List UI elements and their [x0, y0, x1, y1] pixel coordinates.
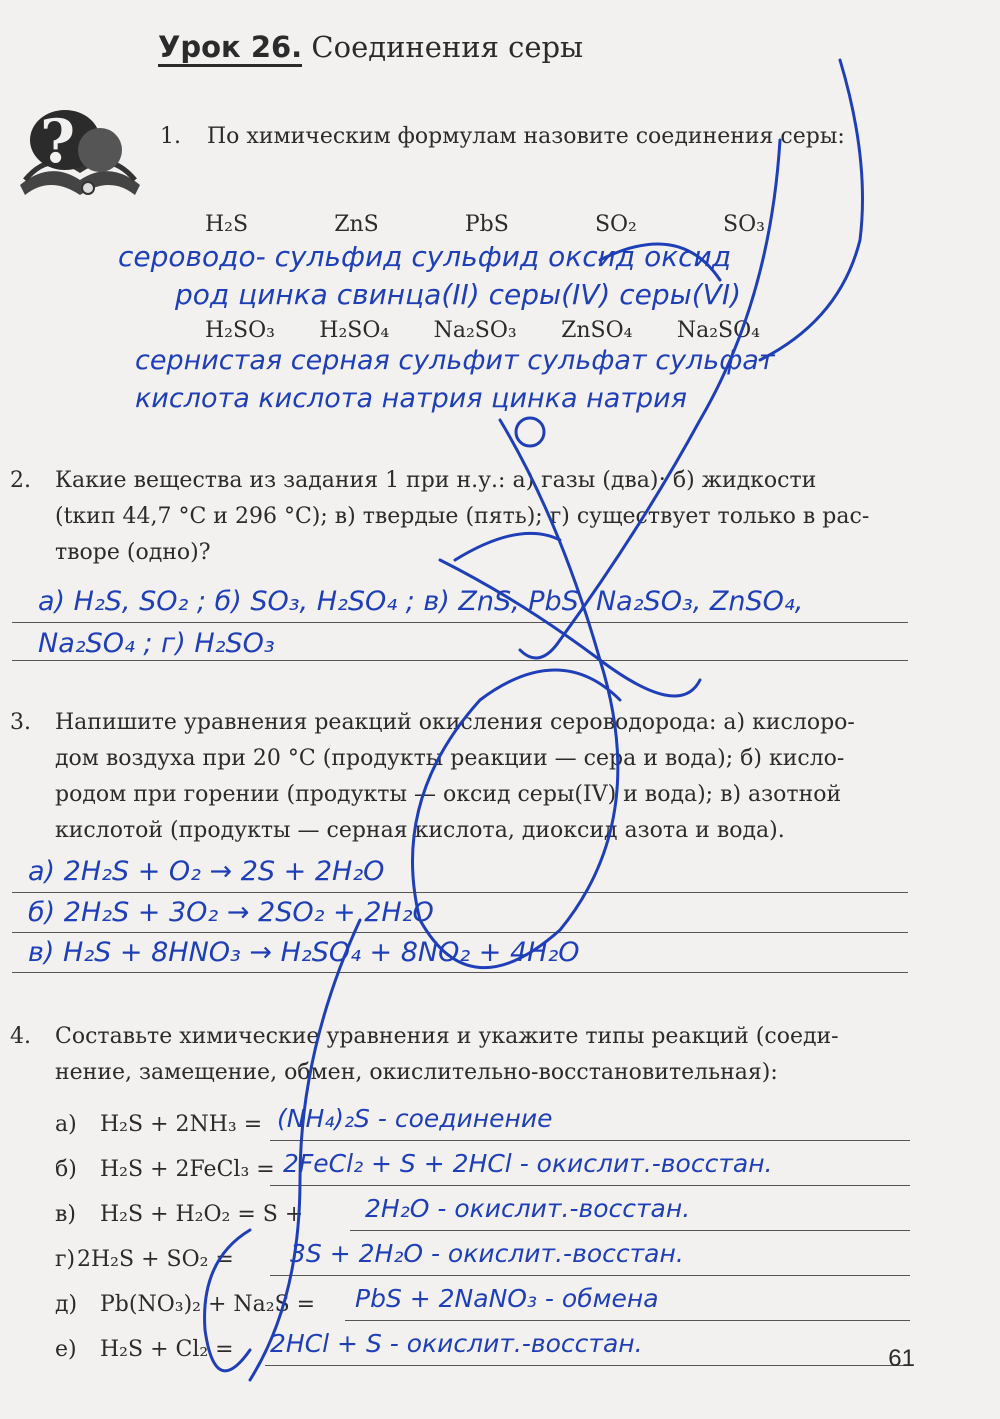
- task2-line3: творе (одно)?: [55, 540, 211, 565]
- item-label: д): [55, 1292, 78, 1317]
- item-printed: H₂S + Cl₂ =: [100, 1337, 234, 1362]
- task1-text: По химическим формулам назовите соединения серы:: [207, 124, 845, 149]
- item-label: в): [55, 1202, 76, 1227]
- task2-line1: Какие вещества из задания 1 при н.у.: а) газы (два); б) жидкости: [55, 468, 817, 493]
- item-printed: H₂S + 2FeCl₃ =: [100, 1157, 275, 1182]
- task3-number: 3.: [10, 710, 31, 735]
- item-answer: PbS + 2NaNO₃ - обмена: [355, 1284, 659, 1313]
- formula-h2so3: H₂SO₃: [205, 318, 275, 343]
- item-answer: (NH₄)₂S - соединение: [277, 1104, 553, 1133]
- answer-line: [350, 1230, 910, 1231]
- formula-na2so4: Na₂SO₄: [676, 318, 760, 343]
- svg-text:?: ?: [40, 107, 76, 177]
- item-answer: 2FeCl₂ + S + 2HCl - окислит.-восстан.: [283, 1149, 773, 1178]
- formula-zns: ZnS: [334, 212, 379, 237]
- answer-line: [345, 1320, 910, 1321]
- task4-item: [55, 1329, 910, 1378]
- task2-answer2: Na₂SO₄ ; г) H₂SO₃: [38, 628, 275, 659]
- answer-line: [12, 972, 908, 973]
- task3-line1: Напишите уравнения реакций окисления сероводорода: а) кислоро-: [55, 710, 855, 735]
- task1-row2-formulas: [205, 318, 760, 343]
- task3-answer-a: а) 2H₂S + O₂ → 2S + 2H₂O: [28, 856, 385, 887]
- item-answer: 2H₂O - окислит.-восстан.: [365, 1194, 691, 1223]
- lesson-topic: Соединения серы: [311, 30, 584, 64]
- item-answer: 2HCl + S - окислит.-восстан.: [270, 1329, 643, 1358]
- task3-line3: родом при горении (продукты — оксид серы(IV) и вода); в) азотной: [55, 782, 842, 807]
- item-printed: 2H₂S + SO₂ =: [77, 1247, 234, 1272]
- answer-line: [12, 660, 908, 661]
- formula-pbs: PbS: [464, 212, 509, 237]
- item-label: г): [55, 1247, 76, 1272]
- question-book-icon: [10, 100, 145, 210]
- task4-items: [55, 1104, 910, 1378]
- task4-item: [55, 1284, 910, 1333]
- formula-so3: SO₃: [723, 212, 765, 237]
- task3-answer-c: в) H₂S + 8HNO₃ → H₂SO₄ + 8NO₂ + 4H₂O: [28, 937, 580, 968]
- task3-answer-b: б) 2H₂S + 3O₂ → 2SO₂ + 2H₂O: [28, 897, 434, 928]
- answer-line: [12, 932, 908, 933]
- item-printed: H₂S + 2NH₃ =: [100, 1112, 263, 1137]
- task1-row2-answer-line2: кислота кислота натрия цинка натрия: [135, 383, 687, 414]
- task4-item: [55, 1149, 910, 1198]
- task4-item: [55, 1194, 910, 1243]
- task3-line2: дом воздуха при 20 °C (продукты реакции — сера и вода); б) кисло-: [55, 746, 845, 771]
- task4-line1: Составьте химические уравнения и укажите типы реакций (соеди-: [55, 1024, 839, 1049]
- formula-so2: SO₂: [594, 212, 637, 237]
- task1-row1-formulas: [205, 212, 765, 237]
- formula-na2so3: Na₂SO₃: [433, 318, 517, 343]
- task2-line2: (tкип 44,7 °C и 296 °C); в) твердые (пять); г) существует только в рас-: [55, 504, 870, 529]
- lesson-number: Урок 26.: [158, 30, 302, 67]
- page-number: 61: [888, 1345, 915, 1372]
- formula-h2s: H₂S: [205, 212, 249, 237]
- item-printed: H₂S + H₂O₂ = S +: [100, 1202, 304, 1227]
- item-label: б): [55, 1157, 77, 1182]
- task1-row2-answer-line1: сернистая серная сульфит сульфат сульфат: [135, 345, 775, 376]
- answer-line: [270, 1140, 910, 1141]
- answer-line: [270, 1275, 910, 1276]
- task4-item: [55, 1104, 910, 1153]
- page-title: [158, 30, 583, 64]
- answer-line: [265, 1365, 910, 1366]
- task3-line4: кислотой (продукты — серная кислота, диоксид азота и вода).: [55, 818, 785, 843]
- formula-h2so4: H₂SO₄: [319, 318, 390, 343]
- task4-item: [55, 1239, 910, 1288]
- item-label: а): [55, 1112, 77, 1137]
- answer-line: [270, 1185, 910, 1186]
- item-printed: Pb(NO₃)₂ + Na₂S =: [100, 1292, 316, 1317]
- task4-number: 4.: [10, 1024, 31, 1049]
- task1-number: 1.: [160, 124, 181, 149]
- task2-answer1: а) H₂S, SO₂ ; б) SO₃, H₂SO₄ ; в) ZnS, PbS, Na₂SO₃, ZnSO₄,: [38, 586, 804, 617]
- task1-row1-answer-line1: сероводо- сульфид сульфид оксид оксид: [118, 240, 732, 273]
- item-answer: 3S + 2H₂O - окислит.-восстан.: [290, 1239, 684, 1268]
- formula-znso4: ZnSO₄: [561, 318, 633, 343]
- answer-line: [12, 892, 908, 893]
- item-label: е): [55, 1337, 77, 1362]
- task2-number: 2.: [10, 468, 31, 493]
- answer-line: [12, 622, 908, 623]
- task4-line2: нение, замещение, обмен, окислительно-восстановительная):: [55, 1060, 778, 1085]
- task1-row1-answer-line2: род цинка свинца(II) серы(IV) серы(VI): [175, 278, 742, 311]
